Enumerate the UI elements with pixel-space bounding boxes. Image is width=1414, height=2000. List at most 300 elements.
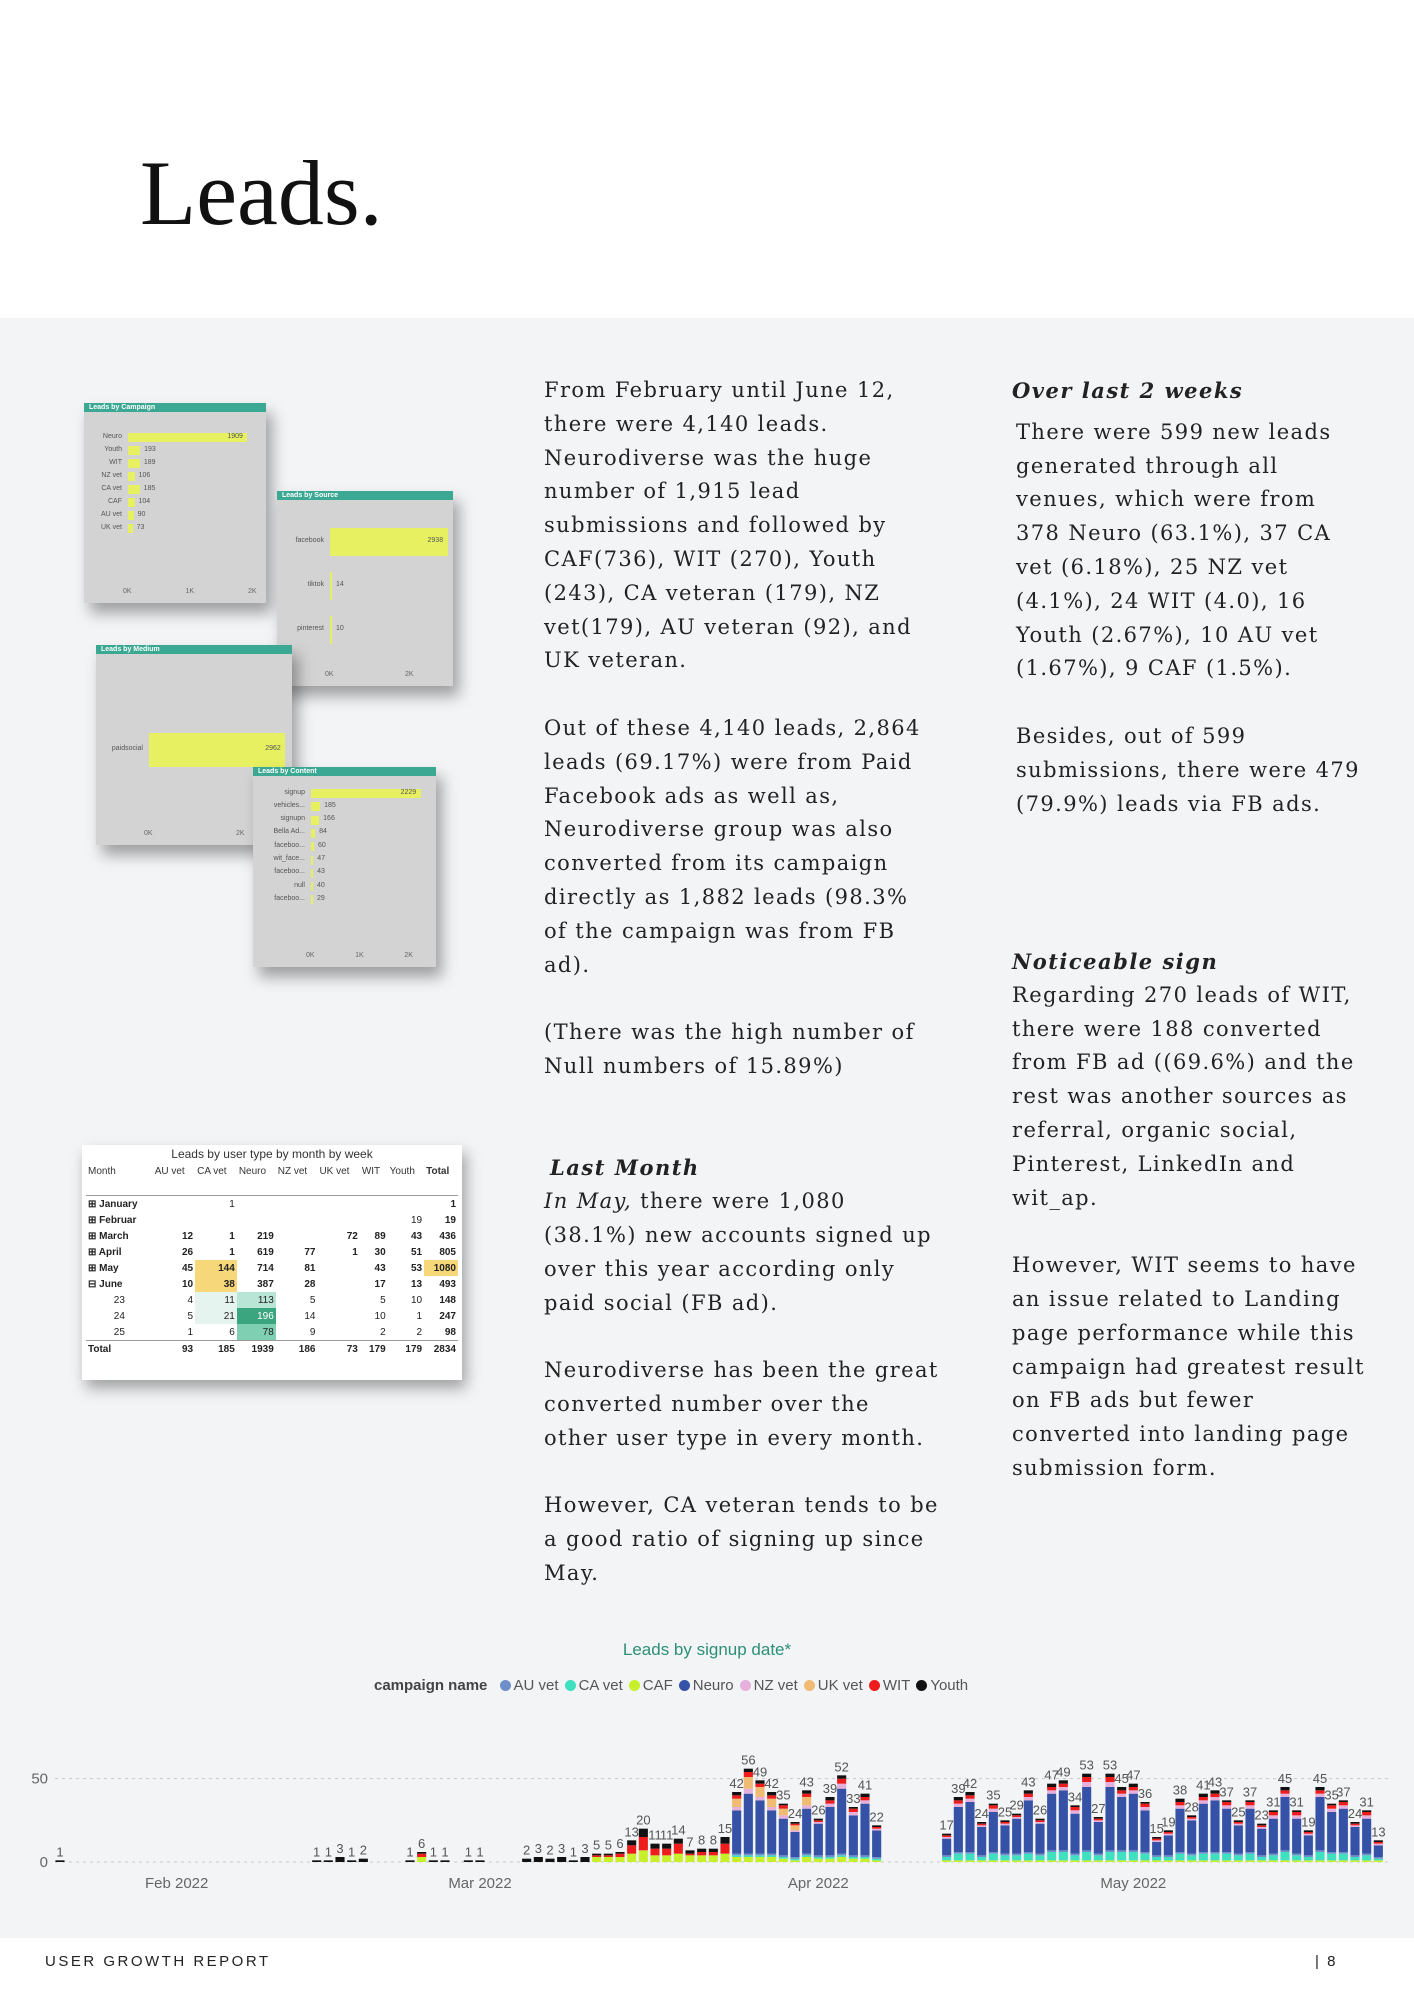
table-header: WIT (360, 1165, 388, 1196)
bar-segment (1257, 1855, 1266, 1857)
bar-segment (1234, 1820, 1243, 1822)
bar-segment (674, 1839, 683, 1844)
bar-segment (942, 1855, 951, 1857)
y-tick-label: 50 (31, 1770, 48, 1788)
mini-axis-tick: 0K (306, 952, 315, 959)
bar-segment (1035, 1819, 1044, 1821)
bar-segment (650, 1849, 659, 1856)
bar-segment (1199, 1794, 1208, 1797)
bar-segment (1175, 1805, 1184, 1808)
table-cell (153, 1212, 195, 1228)
bar-segment (790, 1860, 799, 1862)
data-label: 7 (686, 1834, 694, 1850)
summary-column (544, 374, 939, 1591)
data-label: 34 (1067, 1789, 1083, 1805)
table-cell: 619 (257, 1246, 274, 1258)
last-month-lead: In May, (544, 1189, 633, 1214)
table-cell: 1 (229, 1246, 235, 1258)
bar-segment (1315, 1790, 1324, 1793)
bar-segment (1374, 1840, 1383, 1842)
bar-segment (790, 1832, 799, 1857)
bar-segment (744, 1789, 753, 1794)
bar-segment (1234, 1822, 1243, 1824)
mini-bar-value: 84 (319, 828, 327, 836)
bar-segment (1059, 1787, 1068, 1790)
table-cell: 53 (410, 1262, 423, 1274)
bar-segment (1210, 1800, 1219, 1852)
data-label: 39 (951, 1781, 966, 1796)
legend-item[interactable] (804, 1677, 863, 1694)
bar-segment (814, 1822, 823, 1824)
bar-segment (1012, 1814, 1021, 1816)
bar-segment (1000, 1860, 1009, 1862)
data-label: 41 (857, 1777, 873, 1793)
mini-bar-value: 104 (138, 497, 151, 505)
table-cell: 19 (444, 1214, 456, 1226)
bar-segment (790, 1857, 799, 1859)
mini-bar-label: Bella Ad... (273, 828, 305, 836)
bar-segment (1094, 1860, 1103, 1862)
x-tick-label: Apr 2022 (787, 1875, 849, 1892)
bar-segment (1292, 1810, 1301, 1812)
bar-segment (1304, 1835, 1313, 1855)
data-label: 5 (593, 1837, 601, 1853)
bar-segment (1362, 1819, 1371, 1854)
bar-segment (1152, 1840, 1161, 1842)
bar-segment (1094, 1854, 1103, 1856)
bar-segment (1245, 1854, 1254, 1861)
bar-segment (1105, 1852, 1114, 1860)
bar-segment (697, 1855, 706, 1862)
bar-segment (1280, 1852, 1289, 1860)
data-label: 23 (1254, 1807, 1269, 1823)
bar-segment (837, 1784, 846, 1789)
bar-segment (1000, 1822, 1009, 1824)
bar-segment (989, 1805, 998, 1808)
mini-bar-value: 189 (143, 458, 156, 466)
last-2-weeks-paragraph: There were 599 new leads generated through all venues, which were from 378 Neuro (63.1%), 37 CA vet (6.18%), 25 NZ vet (4.1%), 24 WIT (4.0), 16 Youth (2.67%), 10 AU vet (1.67%), 9 CAF (1.5%). (1016, 419, 1332, 681)
bar-segment (1199, 1800, 1208, 1803)
bar-segment (860, 1855, 869, 1857)
bar-segment (1070, 1814, 1079, 1854)
bar-segment (977, 1860, 986, 1862)
bar-segment (1245, 1800, 1254, 1802)
bar-segment (767, 1854, 776, 1856)
data-label: 1 (313, 1844, 321, 1860)
bar-segment (604, 1854, 613, 1856)
table-month-cell: 25 (113, 1326, 125, 1338)
bar-segment (1269, 1810, 1278, 1812)
table-cell: 1939 (237, 1341, 276, 1358)
bar-segment (1024, 1800, 1033, 1852)
bar-segment (1175, 1802, 1184, 1805)
bar-segment (1105, 1860, 1114, 1862)
bar-segment (1222, 1800, 1231, 1802)
mini-bar (311, 882, 313, 891)
data-label: 37 (1219, 1784, 1234, 1800)
table-cell: 10 (374, 1310, 386, 1322)
table-cell (360, 1196, 388, 1213)
bar-segment (1129, 1850, 1138, 1852)
bar-segment (825, 1859, 834, 1862)
table-cell: 144 (195, 1260, 237, 1276)
table-cell: 89 (374, 1230, 386, 1242)
data-label: 45 (1312, 1771, 1328, 1786)
table-month-cell[interactable]: ⊞ January (88, 1198, 138, 1210)
legend-title: campaign name (374, 1677, 488, 1694)
mini-bar-label: null (294, 881, 305, 889)
bar-segment (849, 1815, 858, 1855)
bar-segment (1175, 1852, 1184, 1854)
data-label: 45 (1277, 1771, 1293, 1786)
bar-segment (1152, 1855, 1161, 1857)
bar-segment (1374, 1857, 1383, 1859)
bar-segment (1339, 1800, 1348, 1802)
bar-segment (755, 1780, 764, 1783)
bar-segment (1024, 1852, 1033, 1854)
data-label: 3 (581, 1841, 589, 1856)
table-row (86, 1244, 458, 1260)
mini-axis-tick: 2K (236, 830, 245, 837)
table-cell: 38 (195, 1276, 237, 1292)
mini-bar-value: 2938 (427, 537, 444, 544)
bar-segment (1362, 1812, 1371, 1815)
bar-segment (1350, 1825, 1359, 1827)
table-cell: 1 (187, 1326, 194, 1338)
bar-segment (1047, 1852, 1056, 1860)
noticeable-sign-section (1012, 945, 1367, 1486)
data-label: 3 (336, 1841, 344, 1856)
bar-segment (872, 1859, 881, 1861)
mini-bar-label: CAF (108, 497, 122, 505)
bar-segment (1234, 1824, 1243, 1826)
bar-segment (592, 1857, 601, 1862)
bar-segment (627, 1840, 636, 1845)
mini-bar-value: 10 (336, 625, 344, 632)
mini-bar-label: paidsocial (111, 745, 143, 752)
bar-segment (569, 1860, 578, 1862)
bar-segment (1105, 1850, 1114, 1852)
data-label: 1 (406, 1844, 414, 1860)
mini-bar-value: 73 (136, 523, 145, 531)
bar-segment (627, 1845, 636, 1853)
page-title: Leads. (140, 142, 383, 244)
bar-segment (802, 1854, 811, 1856)
bar-segment (1175, 1809, 1184, 1852)
data-label: 3 (534, 1841, 542, 1856)
bar-segment (1222, 1854, 1231, 1861)
user-type-table-title: Leads by user type by month by week (171, 1147, 373, 1161)
bar-segment (860, 1797, 869, 1800)
bar-segment (1257, 1857, 1266, 1860)
summary-paragraph-6: However, CA veteran tends to be a good ratio of signing up since May. (544, 1493, 939, 1585)
table-cell: 77 (304, 1246, 316, 1258)
bar-segment (417, 1857, 426, 1862)
bar-segment (580, 1857, 589, 1862)
bar-segment (1280, 1787, 1289, 1790)
bar-segment (1035, 1824, 1044, 1854)
bar-segment (1350, 1860, 1359, 1862)
mini-bar (128, 485, 140, 494)
bar-segment (1082, 1774, 1091, 1777)
bar-segment (662, 1849, 671, 1856)
mini-bar (128, 446, 140, 455)
bar-segment (1210, 1797, 1219, 1800)
bar-segment (685, 1855, 694, 1862)
bar-segment (1269, 1855, 1278, 1860)
bar-segment (1012, 1860, 1021, 1862)
bar-segment (1327, 1860, 1336, 1862)
table-cell: 73 (317, 1341, 359, 1358)
table-cell: 2 (380, 1326, 386, 1338)
bar-segment (1304, 1860, 1313, 1862)
bar-segment (1140, 1802, 1149, 1804)
bar-segment (1280, 1797, 1289, 1850)
legend-label: Youth (930, 1677, 969, 1694)
table-month-cell[interactable]: ⊟ June (88, 1278, 123, 1290)
table-cell: 1 (416, 1310, 423, 1322)
legend-item[interactable] (679, 1677, 734, 1694)
bar-segment (1280, 1790, 1289, 1793)
bar-segment (744, 1777, 753, 1789)
bar-segment (732, 1807, 741, 1810)
legend-item[interactable] (565, 1677, 623, 1694)
bar-segment (1222, 1852, 1231, 1854)
table-cell: 186 (276, 1341, 318, 1358)
bar-segment (1315, 1852, 1324, 1860)
table-row (86, 1260, 458, 1276)
bar-segment (1000, 1820, 1009, 1822)
bar-segment (720, 1837, 729, 1844)
data-label: 13 (624, 1824, 639, 1840)
bar-segment (755, 1784, 764, 1787)
data-label: 28 (1184, 1799, 1199, 1815)
bar-segment (1047, 1787, 1056, 1790)
bar-segment (627, 1854, 636, 1862)
mini-bar-value: 40 (317, 881, 325, 889)
leads-by-content-card (253, 767, 436, 967)
bar-segment (1175, 1854, 1184, 1861)
bar-segment (1059, 1784, 1068, 1787)
table-header: AU vet (153, 1165, 195, 1196)
table-month-cell[interactable]: ⊞ May (88, 1262, 119, 1274)
table-cell: 185 (195, 1341, 237, 1358)
bar-segment (1152, 1842, 1161, 1855)
data-label: 15 (1149, 1821, 1164, 1836)
bar-segment (1082, 1782, 1091, 1787)
data-label: 11 (648, 1827, 662, 1843)
table-month-cell[interactable]: ⊞ March (88, 1230, 129, 1242)
bar-segment (744, 1857, 753, 1862)
bar-segment (650, 1855, 659, 1862)
bar-segment (1210, 1794, 1219, 1797)
bar-segment (755, 1857, 764, 1862)
table-row (86, 1292, 458, 1308)
data-label: 49 (752, 1764, 768, 1780)
bar-segment (720, 1854, 729, 1862)
bar-segment (1222, 1802, 1231, 1805)
data-label: 31 (1359, 1794, 1374, 1810)
bar-segment (732, 1810, 741, 1853)
table-cell (317, 1276, 359, 1292)
bar-segment (1362, 1860, 1371, 1862)
mini-bar-value: 43 (317, 868, 325, 876)
summary-paragraph-2: Out of these 4,140 leads, 2,864 leads (69.17%) were from Paid Facebook ads as well as, Neurodiverse group was also converted from its campaign directly as 1,882 leads (98.3% of the campaign was from FB ad). (544, 715, 921, 977)
bar-segment (1094, 1819, 1103, 1821)
bar-segment (1187, 1860, 1196, 1862)
table-cell: 11 (195, 1292, 237, 1308)
bar-segment (942, 1837, 951, 1839)
table-cell: 6 (229, 1326, 235, 1338)
bar-segment (1129, 1784, 1138, 1787)
table-cell: 45 (181, 1262, 194, 1274)
user-type-table (86, 1165, 458, 1357)
bar-segment (1047, 1850, 1056, 1852)
bar-segment (1012, 1815, 1021, 1817)
bar-segment (755, 1855, 764, 1857)
bar-segment (1374, 1859, 1383, 1861)
legend-item[interactable] (500, 1677, 559, 1694)
table-month-cell[interactable]: ⊞ April (88, 1246, 122, 1258)
bar-segment (1140, 1807, 1149, 1810)
table-cell: 26 (181, 1246, 194, 1258)
data-label: 2 (546, 1842, 554, 1858)
bar-segment (650, 1844, 659, 1849)
summary-paragraph-1: From February until June 12, there were 4,140 leads. Neurodiverse was the huge number of 1,915 lead submissions and followed by CAF(736), WIT (270), Youth (243), CA veteran (179), NZ vet(179), AU veteran (92), and UK veteran. (544, 378, 912, 673)
bar-segment (662, 1855, 671, 1862)
bar-segment (1164, 1832, 1173, 1834)
bar-segment (1245, 1802, 1254, 1805)
mini-axis-tick: 0K (144, 830, 153, 837)
bar-segment (1257, 1860, 1266, 1862)
table-cell: 219 (257, 1230, 274, 1242)
bar-segment (1315, 1787, 1324, 1790)
bar-segment (1315, 1794, 1324, 1797)
data-label: 24 (787, 1806, 803, 1821)
bar-segment (534, 1857, 543, 1862)
mini-bar (311, 842, 314, 851)
bar-segment (954, 1852, 963, 1854)
bar-segment (814, 1820, 823, 1822)
bar-segment (977, 1824, 986, 1826)
bar-segment (849, 1812, 858, 1815)
bar-segment (872, 1825, 881, 1827)
mini-bar-label: NZ vet (101, 471, 122, 479)
bar-segment (942, 1835, 951, 1837)
data-label: 1 (464, 1844, 472, 1860)
bar-segment (685, 1854, 694, 1856)
legend-item[interactable] (869, 1677, 911, 1694)
bar-segment (639, 1850, 648, 1862)
legend-item[interactable] (629, 1677, 673, 1694)
data-label: 26 (811, 1802, 826, 1818)
bar-segment (744, 1855, 753, 1857)
bar-segment (989, 1809, 998, 1812)
mini-bar-value: 14 (336, 581, 344, 588)
table-cell: 5 (309, 1294, 316, 1306)
bar-segment (1082, 1860, 1091, 1862)
y-tick-label: 0 (39, 1854, 48, 1871)
data-label: 36 (1137, 1786, 1153, 1801)
last-month-paragraph (544, 1185, 939, 1320)
bar-segment (615, 1854, 624, 1857)
table-cell: 72 (346, 1230, 358, 1242)
bar-segment (802, 1855, 811, 1857)
mini-bar-value: 47 (317, 855, 326, 862)
legend-swatch (679, 1680, 690, 1691)
bar-segment (1327, 1805, 1336, 1808)
bar-segment (1012, 1855, 1021, 1860)
data-label: 49 (1056, 1764, 1071, 1780)
mini-bar-label: wit_face... (273, 855, 305, 862)
wit-paragraph: Regarding 270 leads of WIT, there were 188 converted from FB ad ((69.6%) and the rest was another sources as referral, organic social, Pinterest, LinkedIn and wit_ap. (1012, 982, 1355, 1210)
table-month-cell[interactable]: ⊞ Februar (88, 1214, 137, 1226)
bar-segment (989, 1852, 998, 1854)
table-cell: 19 (410, 1214, 423, 1226)
data-label: 53 (1102, 1757, 1118, 1773)
table-cell (317, 1196, 359, 1213)
bar-segment (837, 1855, 846, 1857)
bar-segment (55, 1860, 64, 1862)
table-cell: 10 (410, 1294, 423, 1306)
data-label: 19 (1301, 1814, 1316, 1830)
bar-segment (1152, 1857, 1161, 1860)
bar-segment (1105, 1787, 1114, 1850)
bar-segment (1152, 1860, 1161, 1862)
bar-segment (1070, 1855, 1079, 1860)
mini-bar-value: 2229 (400, 788, 417, 796)
mini-bar (128, 472, 135, 481)
chart-legend (374, 1677, 974, 1694)
bar-segment (860, 1800, 869, 1803)
mini-axis-tick: 1K (185, 588, 195, 595)
bar-segment (732, 1857, 741, 1862)
bar-segment (837, 1779, 846, 1784)
bar-segment (849, 1807, 858, 1809)
legend-item[interactable] (916, 1677, 968, 1694)
last-month-text: there were 1,080 (38.1%) new accounts signed up over this year according only paid social (FB ad). (544, 1189, 932, 1315)
bar-segment (639, 1829, 648, 1837)
bar-segment (755, 1797, 764, 1800)
mini-bar-value: 2962 (265, 745, 281, 752)
table-cell: 4 (187, 1294, 194, 1306)
bar-segment (1199, 1852, 1208, 1854)
mini-bar-value: 106 (138, 471, 151, 479)
user-type-table-card (82, 1145, 462, 1380)
table-cell (317, 1324, 359, 1341)
data-label: 1 (56, 1844, 64, 1860)
bar-segment (1292, 1819, 1301, 1854)
bar-segment (1094, 1817, 1103, 1819)
table-cell (317, 1260, 359, 1276)
mini-bar (128, 498, 135, 507)
mini-axis-tick: 2K (248, 588, 257, 595)
bar-segment (1304, 1857, 1313, 1860)
bar-segment (1292, 1855, 1301, 1860)
bar-segment (1175, 1799, 1184, 1802)
bar-segment (1292, 1854, 1301, 1856)
data-label: 31 (1266, 1794, 1281, 1810)
bar-segment (1327, 1804, 1336, 1806)
bar-segment (942, 1834, 951, 1836)
data-label: 25 (1231, 1804, 1246, 1820)
bar-segment (942, 1860, 951, 1862)
bar-segment (1070, 1854, 1079, 1856)
legend-item[interactable] (740, 1677, 798, 1694)
data-label: 1 (569, 1844, 577, 1860)
leads-by-source-card (277, 491, 453, 686)
bar-segment (1187, 1855, 1196, 1860)
